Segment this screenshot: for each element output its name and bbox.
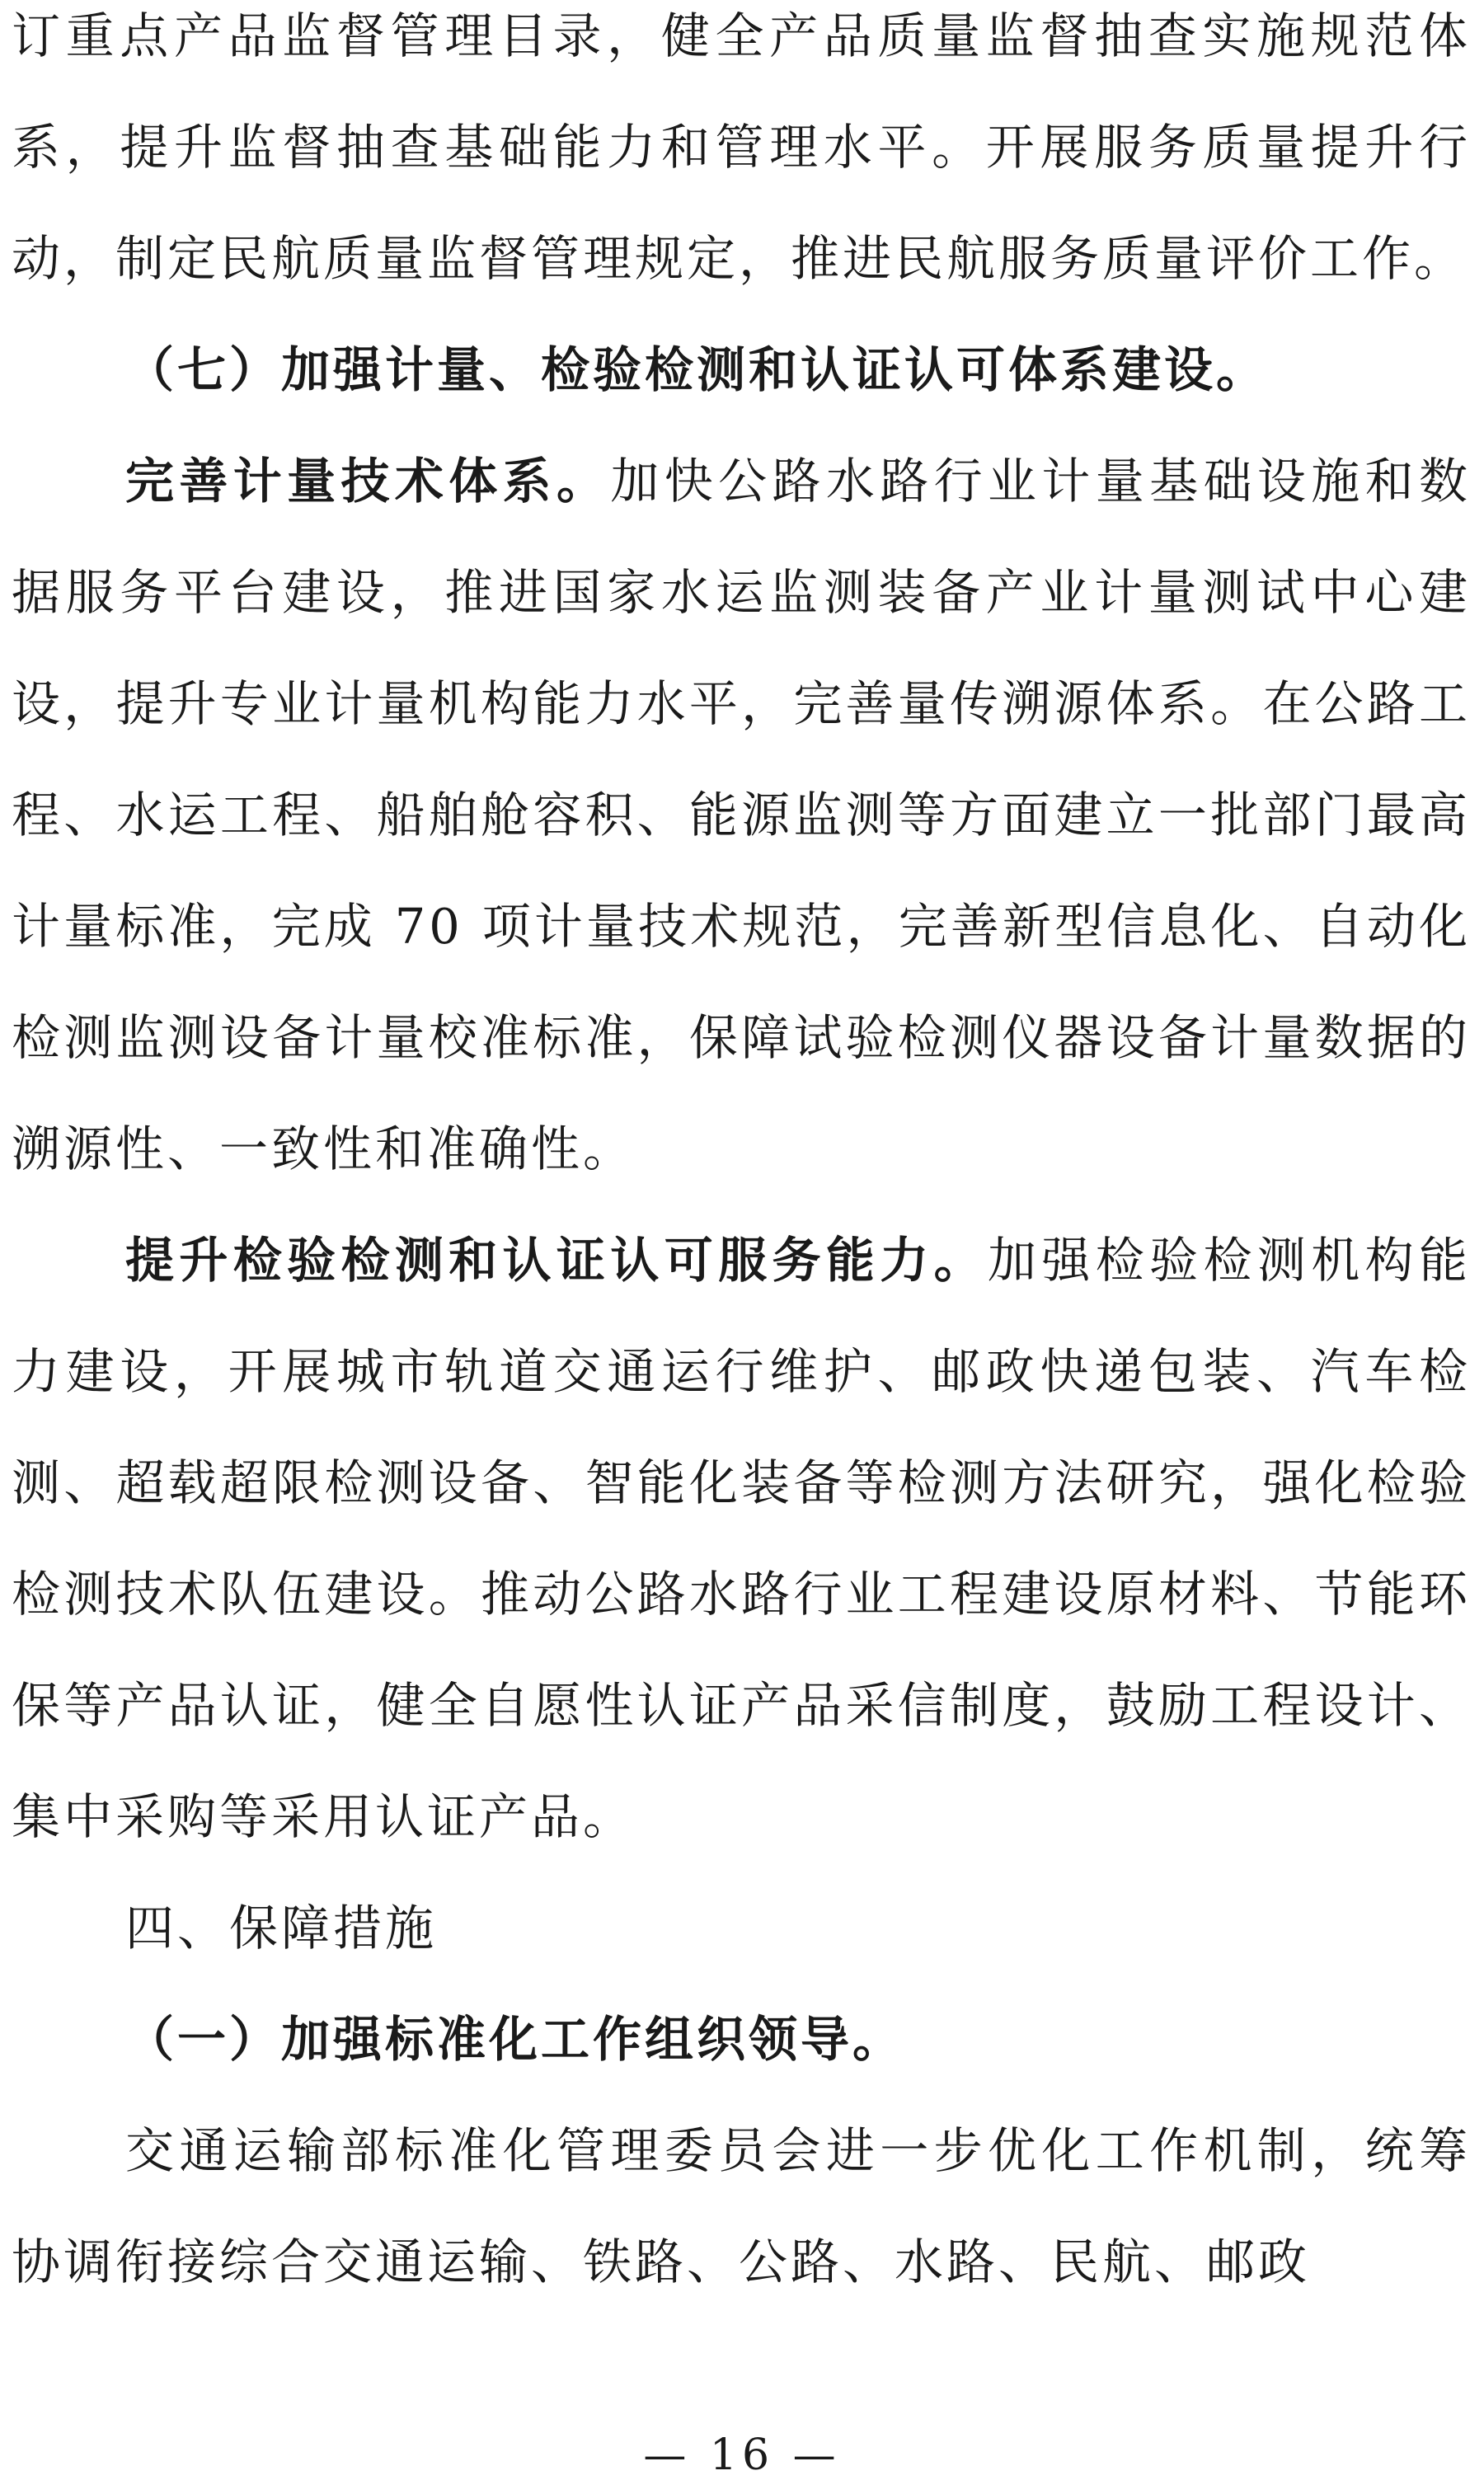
chapter-heading-4	[12, 1872, 1471, 1984]
paragraph-organization	[12, 2095, 1471, 2318]
page-number: — 16 —	[643, 2431, 841, 2480]
section-heading-7	[12, 314, 1471, 425]
paragraph-lead: 提升检验检测和认证认可服务能力。	[125, 1232, 988, 1289]
paragraph-lead: 完善计量技术体系。	[125, 453, 611, 510]
paragraph-text: 加快公路水路行业计量基础设施和数据服务平台建设，推进国家水运监测装备产业计量测试中心建设，提升专业计量机构能力水平，完善量传溯源体系。在公路工程、水运工程、船舶舱容积、能源监测等方面建立一批部门最高计量标准，完成 70 项计量技术规范，完善新型信息化、自动化检测监测设备计量校准标准，保障试验检测仪器设备计量数据的溯源性、一致性和准确性。	[12, 453, 1471, 1177]
document-body	[12, 0, 1471, 2318]
paragraph-text: 订重点产品监督管理目录，健全产品质量监督抽查实施规范体系，提升监督抽查基础能力和管理水平。开展服务质量提升行动，制定民航质量监督管理规定，推进民航服务质量评价工作。	[12, 7, 1471, 287]
paragraph-metrology	[12, 425, 1471, 1205]
paragraph-text: 加强检验检测机构能力建设，开展城市轨道交通运行维护、邮政快递包装、汽车检测、超载超限检测设备、智能化装备等检测方法研究，强化检验检测技术队伍建设。推动公路水路行业工程建设原材料、节能环保等产品认证，健全自愿性认证产品采信制度，鼓励工程设计、集中采购等采用认证产品。	[12, 1232, 1471, 1845]
paragraph-inspection	[12, 1205, 1471, 1872]
section-heading-4-1	[12, 1984, 1471, 2095]
paragraph-continuation	[12, 0, 1471, 314]
heading-text: 四、保障措施	[125, 1900, 438, 1956]
paragraph-text: 交通运输部标准化管理委员会进一步优化工作机制，统筹协调衔接综合交通运输、铁路、公路、水路、民航、邮政	[12, 2122, 1471, 2290]
heading-text: （七）加强计量、检验检测和认证认可体系建设。	[125, 341, 1269, 398]
heading-text: （一）加强标准化工作组织领导。	[125, 2011, 905, 2068]
